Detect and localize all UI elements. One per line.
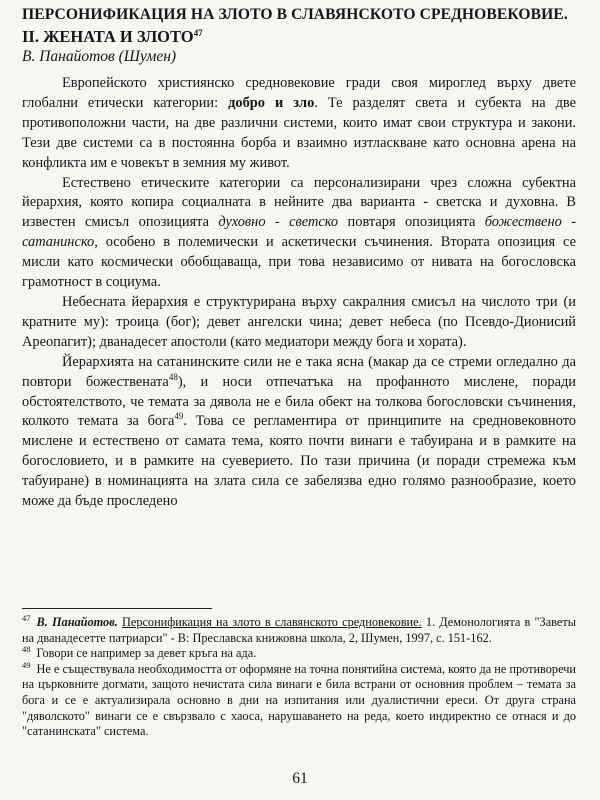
footnote-mark: 47 [22,613,31,623]
bold-term-good: добро [228,94,265,111]
footnotes [22,615,576,740]
italic-term: духовно - светско [218,214,339,231]
footnote-mark: 49 [22,659,31,670]
text-span: повтаря опозицията [338,214,485,231]
article-title: ПЕРСОНИФИКАЦИЯ НА ЗЛОТО В СЛАВЯНСКОТО СРЕДНОВЕКОВИЕ. [22,6,568,23]
bold-and: и [264,94,294,111]
text-span: . Те разделят света и субекта на две противоположни части, на две различни системи, които имат свои структура и закони. Тези две системи са в постоянна борба и взаимно изтласкване като основна арена на конфликта им е човекът в земния му живот. [22,94,576,171]
article-subtitle [22,24,582,46]
text-span: Естествено етическите категории са персонализирани чрез сложна субектна йерархия, която копира социалната в нейните два варианта - светска и духовна. В известен смисъл опозицията [22,174,576,231]
footnote-ref-48[interactable]: 48 [168,371,178,382]
text-span: ), и носи отпечатъка на профанното мислене, поради обстоятелството, че темата за дявола не е била обект на толкова богословски съчинения, колкото темата за бога [22,373,576,430]
footnote-author: В. Панайотов. [36,615,118,629]
italic-term: божествено - сатанинско [22,214,576,251]
footnote-mark: 48 [22,644,31,655]
text-span: . Това се регламентира от принципите на средновековното мислене и естествено от самата тема, която почти винаги е табуирана и в рамките на богословието, и в рамките на суеверието. По тази причина (и поради стремежа към табуиране) в номинацията на злата сила се забелязва едно голямо разнообразие, което може да бъде проследено [22,413,576,510]
bold-term-evil: зло [293,94,315,111]
footnote-text: Говори се например за девет кръга на ада. [36,646,257,661]
footnote-47 [22,615,576,646]
footnote-48 [22,646,576,662]
text-span: Йерархията на сатанинските сили не е така ясна (макар да се стреми огледално да повтори божествената [22,353,576,390]
footnote-text: Не е съществувала необходимостта от оформяне на точна понятийна система, която да не противоречи на църковните догмати, защото нечистата сила винаги е била встрани от основния проблем – темата за бога и се е актуализирала основно в дни на изпитания или дуалистични ереси. От друга страна "дяволското" винаги се е свързвало с хаоса, нарушаването на реда, което индиректно се отнася и до "сатанинската" система. [22,661,576,739]
subtitle-footnote-mark: 47 [193,28,203,38]
paragraph-3: Небесната йерархия е структурирана върху сакралния смисъл на числото три (и кратните му): троица (бог); девет ангелски чина; девет небеса (по Псевдо-Дионисий Ареопагит); дванадесет апостоли (като медиатори между бога и хората). [22,293,576,350]
paragraph-4 [22,353,576,512]
article-header [22,5,582,67]
text-span: Европейското християнско средновековие гради своя мироглед върху двете глобални етически категории: [22,75,576,111]
paragraph-1 [22,74,576,174]
text-span: , особено в полемически и аскетически съчинения. Втората опозиция се мисли като космически обобщаваща, при това независимо от нивата на богословска грамотност в социума. [22,234,576,291]
footnote-title: Персонификация на злото в славянското средновековие. [121,615,422,629]
footnote-ref-49[interactable]: 49 [174,411,184,422]
subtitle-text: II. ЖЕНАТА И ЗЛОТО [22,27,194,46]
paragraph-2 [22,174,576,293]
body-text [22,71,576,512]
article-author: В. Панайотов (Шумен) [22,48,177,65]
footnote-divider [22,608,212,609]
footnote-49 [22,659,576,740]
footnote-text: 1. Демонологията в "Заветы на дванадесетте патриарси" - В: Преславска книжовна школа, 2, Шумен, 1997, с. 151-162. [22,615,576,645]
page-number: 61 [292,770,308,787]
